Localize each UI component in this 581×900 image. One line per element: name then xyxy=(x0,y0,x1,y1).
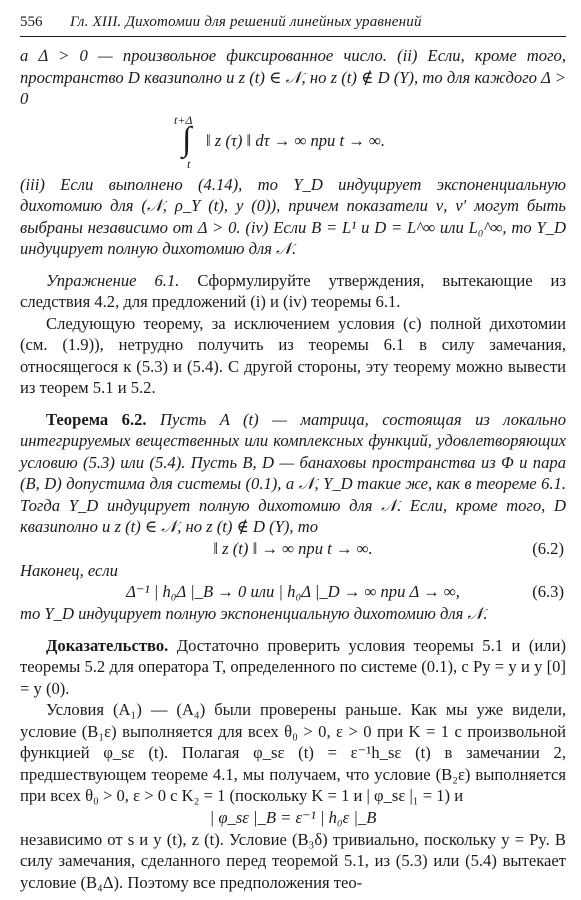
page-header xyxy=(20,12,566,37)
formula-phi-body: | φ_sε |_B = ε⁻¹ | h₀ε |_B xyxy=(209,807,377,827)
theorem-label: Теорема 6.2. xyxy=(46,409,147,429)
theorem-text: Пусть A (t) — матрица, состоящая из локально интегрируемых вещественных или комплексных функций, удовлетворяющих условию (5.3) или (5.4). Пусть B, D — банаховы пространства из Φ и пара (B, D) допустима для системы (0.1), а 𝒩, Y_D такие же, как в теореме 6.1. Тогда Y_D индуцирует полную дихотомию для 𝒩. Если, кроме того, D квазиполно и z (t) ∈ 𝒩, но z (t) ∉ D (Y), то xyxy=(20,409,567,536)
paragraph-final: независимо от s и y (t), z (t). Условие (B₃δ) тривиально, поскольку y = Py. В силу замечания, сделанного перед теоремой 5.1, из (5.3) или (5.4) вытекает условие (B₄Δ). Поэтому все предположения тео- xyxy=(20,829,566,892)
proof-paragraph xyxy=(20,635,566,700)
integral-sign-icon: ∫ xyxy=(182,120,192,158)
proof-label: Доказательство. xyxy=(46,635,169,655)
exercise-label: Упражнение 6.1. xyxy=(46,270,180,290)
exercise-paragraph xyxy=(20,270,566,313)
paragraph-conditions: Условия (A₁) — (A₄) были проверены раньше. Как мы уже видели, условие (B₁ε) выполняется для всех θ₀ > 0, ε > 0 при K = 1 с произвольной функцией φ_sε (t). Полагая φ_sε (t) = ε⁻¹h_sε (t) в замечании 2, предшествующем теореме 4.1, мы получаем, что условие (B₂ε) выполняется при всех θ₀ > 0, ε > 0 с K₂ = 1 (поскольку K = 1 и | φ_sε |₁ = 1) и xyxy=(20,700,566,805)
formula-6-2 xyxy=(20,538,566,560)
formula-6-3 xyxy=(20,581,566,603)
integral-upper-limit: t+Δ xyxy=(174,112,193,127)
proof-text: Достаточно проверить условия теоремы 5.1 и (или) теоремы 5.2 для оператора T, определенного по системе (0.1), с Py = y и y [0] = y (0). xyxy=(20,635,566,698)
integral-lower-limit: t xyxy=(187,156,191,171)
integral-body: ‖ z (τ) ‖ dτ → ∞ при t → ∞. xyxy=(206,130,385,150)
theorem-paragraph xyxy=(20,409,566,538)
formula-phi xyxy=(20,807,566,829)
formula-6-2-number: (6.2) xyxy=(532,538,564,558)
book-page xyxy=(20,12,566,893)
formula-6-2-body: ‖ z (t) ‖ → ∞ при t → ∞. xyxy=(213,538,373,558)
paragraph-continuation: а Δ > 0 — произвольное фиксированное число. (ii) Если, кроме того, пространство D квазиполно и z (t) ∈ 𝒩, но z (t) ∉ D (Y), то для каждого Δ > 0 xyxy=(20,46,566,108)
integral-formula xyxy=(20,110,566,174)
formula-6-3-body: Δ⁻¹ | h₀Δ |_B → 0 или | h₀Δ |_D → ∞ при Δ → ∞, xyxy=(126,582,460,601)
paragraph-iii-iv: (iii) Если выполнено (4.14), то Y_D индуцирует экспоненциальную дихотомию для (𝒩, ρ_Y (t), y (0)), причем показатели ν, ν′ могут быть выбраны независимо от Δ > 0. (iv) Если B = L¹ и D = L^∞ или L₀^∞, то Y_D индуцирует полную дихотомию для 𝒩. xyxy=(20,174,566,258)
paragraph-next-theorem: Следующую теорему, за исключением условия (c) полной дихотомии (см. (1.9)), нетрудно получить из теоремы 6.1 в силу замечания, относящегося к (5.3) и (5.4). С другой стороны, эту теорему можно вывести из теорем 5.1 и 5.2. xyxy=(20,313,566,397)
formula-6-3-number: (6.3) xyxy=(532,582,564,601)
page-number: 556 xyxy=(20,14,43,30)
exercise-text: Сформулируйте утверждения, вытекающие из следствия 4.2, для предложений (i) и (iv) теоремы 6.1. xyxy=(20,270,566,311)
running-title: Гл. XIII. Дихотомии для решений линейных уравнений xyxy=(70,14,422,30)
theorem-conclusion: то Y_D индуцирует полную экспоненциальную дихотомию для 𝒩. xyxy=(20,604,488,623)
finally-line: Наконец, если xyxy=(20,560,118,580)
